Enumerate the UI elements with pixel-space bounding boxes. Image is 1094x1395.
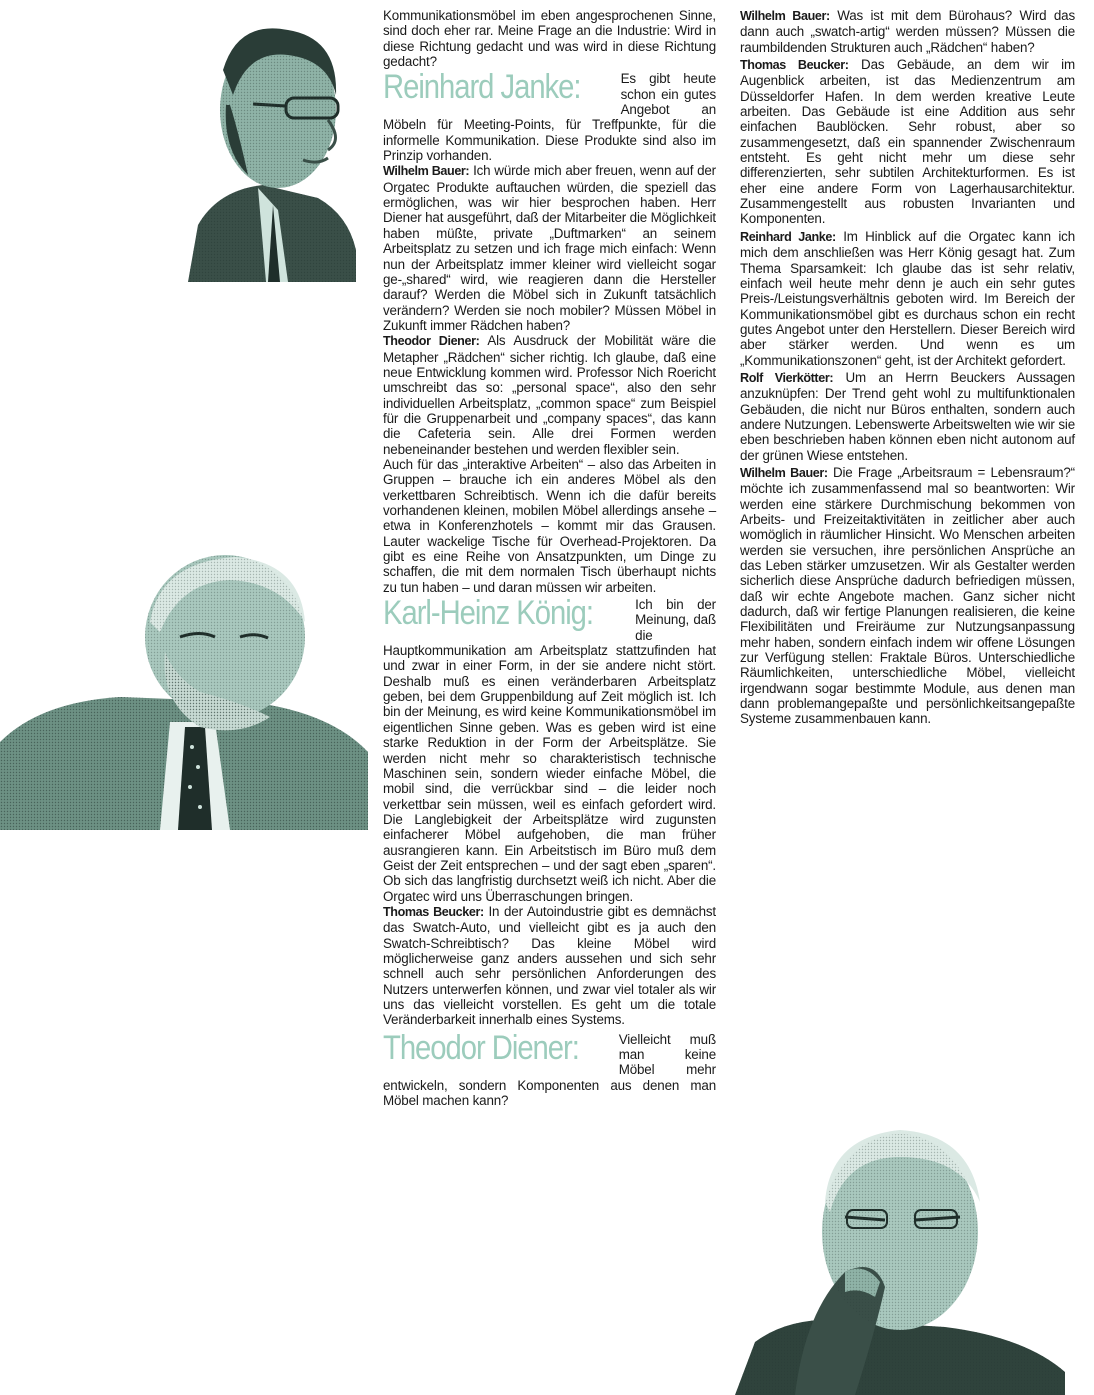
speaker-name: Theodor Diener:	[383, 334, 480, 349]
speaker-name: Wilhelm Bauer:	[740, 465, 828, 480]
portrait-thomas-beucker	[735, 1112, 1065, 1395]
statement-text: Im Hinblick auf die Orgatec kann ich mich dem anschließen was Herr König gesagt hat. Zum Thema Sparsamkeit: Ich glaube das ist sehr relativ, einfach weil heute mehr denn je auch ein sehr gutes Preis-/Leistungsverhältnis geboten wird. Im Bereich der Kommunikationsmöbel gibt es durchaus schon ein recht gutes Angebot unter den Herstellern. Dieser Bereich wird aber stärker werden. Und wenn es um „Kommunikationszonen“ geht, ist der Architekt gefordert.	[740, 228, 1075, 368]
speaker-name: Thomas Beucker:	[740, 58, 849, 73]
statement-text: Es gibt heute schon ein gutes Angebot an Möbeln für Meeting-Points, für Treffpunkte, für die informelle Kommunikation. Diese Produkte sind also im Prinzip vorhanden.	[383, 71, 716, 164]
statement-thomas-beucker	[740, 57, 1075, 227]
statement-wilhelm-bauer-final	[740, 465, 1075, 727]
statement-reinhard-janke	[740, 229, 1075, 368]
statement-text: Um an Herrn Beuckers Aussagen anzuknüpfen: Der Trend geht wohl zu multifunktionalen Gebäuden, die nicht nur Büros enthalten, sondern auch andere Nutzungen. Lebenswerte Arbeitswelten wie wir sie eben beschrieben haben können eben nicht autonom auf der grünen Wiese entstehen.	[740, 369, 1075, 463]
speaker-name-large: Reinhard Janke:	[383, 68, 581, 107]
statement-wilhelm-bauer	[383, 163, 716, 333]
portrait-karl-heinz-koenig	[0, 552, 368, 830]
speaker-name: Wilhelm Bauer:	[383, 164, 470, 179]
statement-theodor-diener-final	[383, 1028, 716, 1109]
statement-text: Das Gebäude, an dem wir im Augenblick arbeiten, ist das Medienzentrum am Düsseldorfer Hafen. In dem werden kreative Leute arbeiten. Das Gebäude ist eine Addition aus sehr einfachen Baublöcken. Sehr robust, aber so zusammengesetzt, daß ein spannender Zwischenraum entsteht. Es geht nicht mehr um diese sehr differenzierten, sehr subtilen Architekturformen. Es ist eher eine andere Form von Lagerhausarchitektur. Zusammengestellt aus robusten Invarianten und Komponenten.	[740, 57, 1076, 227]
statement-text: In der Autoindustrie gibt es demnächst das Swatch-Auto, und vielleicht gibt es ja auch den Swatch-Schreibtisch? Das kleine Möbel wird möglicherweise ganz anders aussehen und sich sehr schnell auch sehr persönlichen Anforderungen des Nutzers unterwerfen können, und zwar viel totaler als wir uns das vielleicht vorstellen. Es geht um die totale Veränderbarkeit innerhalb eines Systems.	[383, 903, 716, 1028]
paragraph-intro: Kommunikationsmöbel im eben angesprochenen Sinne, sind doch eher rar. Meine Frage an die Industrie: Wird in diese Richtung gedacht und was wird in diese Richtung gedacht?	[383, 8, 716, 70]
statement-rolf-vierkoetter	[740, 370, 1075, 463]
statement-karl-heinz-koenig	[383, 594, 716, 904]
statement-text: Vielleicht muß man keine Möbel mehr entwickeln, sondern Komponenten aus denen man Möbel machen kann?	[383, 1031, 716, 1109]
article-column-middle	[383, 8, 716, 1108]
statement-text: Ich bin der Meinung, daß die Hauptkommunikation am Arbeitsplatz stattzufinden hat und zwar in einer Form, in der sie andere nicht stört. Deshalb muß es einen veränderbaren Arbeitsplatz geben, bei dem Gruppenbildung auf Zeit möglich ist. Ich bin der Meinung, es wird keine Kommunikationsmöbel im eigentlichen Sinne geben. Was es geben wird ist eine starke Reduktion in der Form der Arbeitsplätze. Sie werden nicht mehr so charakteristisch technische Maschinen sein, sondern wieder einfache Möbel, die mobil sind, die verrückbar sind – die leider noch verkettbar sein müssen, weil es einfach gefordert wird. Die Langlebigkeit der Arbeitsplätze wird zugunsten einfacherer Möbel aufgehoben, die man früher ausrangieren kann. Ein Arbeitstisch im Büro muß dem Geist der Zeit entsprechen – und der sagt eben „sparen“. Ob sich das langfristig durchsetzt weiß ich nicht. Aber die Orgatec wird uns Überraschungen bringen.	[383, 597, 716, 904]
speaker-name-large: Theodor Diener:	[383, 1028, 579, 1067]
statement-text: Als Ausdruck der Mobilität wäre die Metapher „Rädchen“ sicher richtig. Ich glaube, daß eine neue Entwicklung kommen wird. Professor Nich Roericht umschreibt das so: „personal space“, also den sehr individuellen Arbeitsplatz, „common space“ zum Beispiel für die Gruppenarbeit und „company spaces“, das kann die Cafeteria sein. Alle drei Formen werden nebeneinander bestehen und werden flexibler sein.	[383, 333, 716, 457]
statement-reinhard-janke	[383, 68, 716, 164]
speaker-name: Thomas Beucker:	[383, 904, 484, 919]
speaker-name: Wilhelm Bauer:	[740, 9, 830, 23]
speaker-name: Rolf Vierkötter:	[740, 370, 834, 385]
statement-wilhelm-bauer	[740, 8, 1075, 55]
statement-continuation: Auch für das „interaktive Arbeiten“ – also das Arbeiten in Gruppen – brauche ich ein anderes Möbel als den verkettbaren Schreibtisch. Wenn ich die dafür bereits vorhandenen kleinen, mobilen Möbel allerdings ansehe – etwa in Konferenzhotels – kommt mir das Grausen. Lauter wackelige Tische für Overhead-Projektoren. Da gibt es eine Reihe von Ansatzpunkten, um Dinge zu schaffen, die mit dem normalen Tisch überhaupt nichts zu tun haben – und daran müssen wir arbeiten.	[383, 456, 716, 595]
portrait-reinhard-janke	[168, 10, 356, 282]
statement-thomas-beucker	[383, 904, 716, 1028]
speaker-name: Reinhard Janke:	[740, 229, 836, 244]
portrait-janke-image	[168, 10, 356, 282]
portrait-beucker-image	[735, 1112, 1065, 1395]
statement-text: Die Frage „Arbeitsraum = Lebensraum?“ möchte ich zusammenfassend mal so beantworten: Wir werden eine stärkere Durchmischung bekommen von Arbeits- und Freizeitaktivitäten in zeitlicher aber auch womöglich in räumlicher Hinsicht. Wo Menschen arbeiten werden sie versuchen, ihre persönlichen Ansprüche an das Leben stärker umzusetzen. Wir als Gestalter werden sicherlich diese Ansprüche dadurch befriedigen müssen, daß wir echte Angebote machen. Ganz sicher nicht dadurch, daß wir fertige Planungen realisieren, die keine Flexibilitäten und Freiräume zur Nutzungsanpassung mehr haben, sondern einfach indem wir offene Lösungen zur Verfügung stellen: Fraktale Büros. Unterschiedliche Räumlichkeiten, unterschiedliche Möbel, vielleicht irgendwann sogar bestimmte Module, aus denen man dann problemangepaßte und persönlichkeitsangepaßte Systeme zusammenbauen kann.	[740, 464, 1075, 727]
statement-theodor-diener	[383, 333, 716, 457]
speaker-name-large: Karl-Heinz König:	[383, 594, 593, 633]
article-column-right	[740, 8, 1075, 727]
statement-text: Ich würde mich aber freuen, wenn auf der Orgatec Produkte auftauchen würden, die speziell das ermöglichen, was wir hier besprochen haben. Herr Diener hat ausgeführt, daß der Mitarbeiter die Möglichkeit haben müßte, private „Duftmarken“ an seinem Arbeitsplatz zu setzen und ich frage mich einfach: Wenn nun der Arbeitsplatz immer kleiner wird vielleicht sogar ge-„shared“ wird, wie reagieren dann die Hersteller darauf? Werden die Möbel sich in Zukunft tatsächlich verändern? Werden sie noch mobiler? Müssen Möbel in Zukunft immer Rädchen haben?	[383, 163, 716, 333]
portrait-koenig-image	[0, 552, 368, 830]
statement-text: Was ist mit dem Bürohaus? Wird das dann auch „swatch-artig“ werden müssen? Müssen die raumbildenden Strukturen auch „Rädchen“ haben?	[740, 8, 1075, 55]
